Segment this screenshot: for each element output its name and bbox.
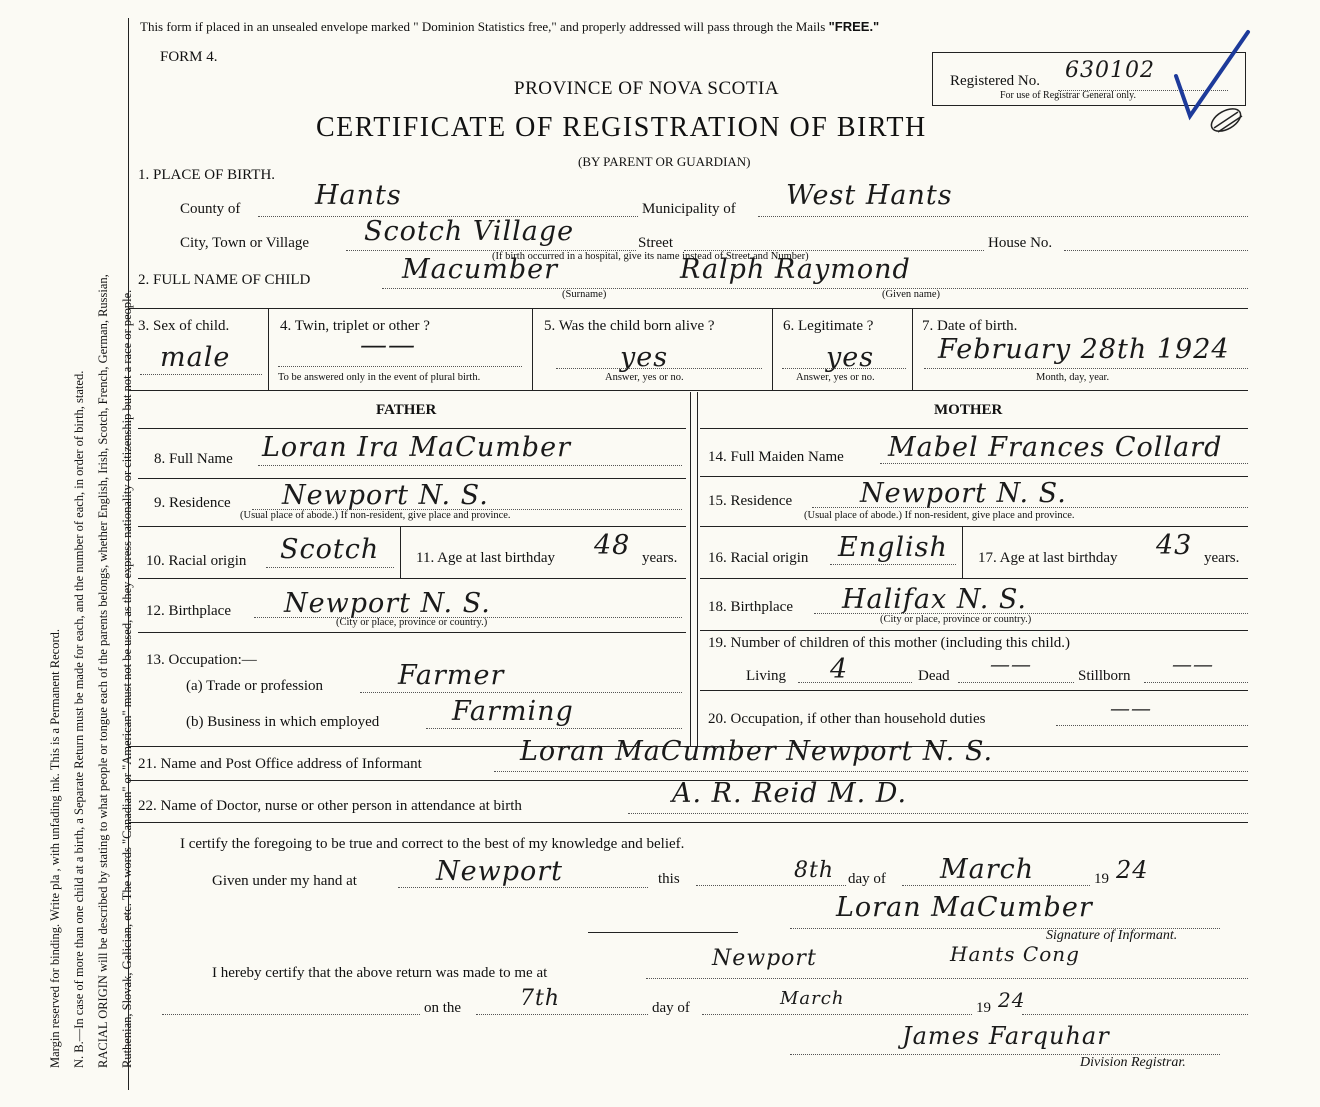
- mother-racial-label: 16. Racial origin: [708, 550, 809, 566]
- mother-heading: MOTHER: [934, 402, 1003, 418]
- registrar-signature: James Farquhar: [902, 1022, 1110, 1050]
- informant-value: Loran MaCumber Newport N. S.: [520, 736, 994, 767]
- city-value: Scotch Village: [364, 216, 575, 247]
- certify-statement: I certify the foregoing to be true and correct to the best of my knowledge and belief.: [180, 836, 685, 852]
- row3-bottom-line: [128, 390, 1248, 391]
- mother-racial-value: English: [838, 532, 948, 563]
- parent-divider-a: [690, 392, 691, 746]
- alive-caption: Answer, yes or no.: [605, 372, 684, 383]
- mother-residence-note: (Usual place of abode.) If non-resident, give place and province.: [804, 510, 1075, 521]
- mail-notice: [140, 19, 879, 35]
- registrar-note: For use of Registrar General only.: [1000, 90, 1136, 101]
- place-of-birth-label: 1. PLACE OF BIRTH.: [138, 167, 276, 183]
- certify-year-value: 24: [1116, 856, 1149, 884]
- child-surname: Macumber: [402, 254, 559, 285]
- mother-row14-line: [700, 476, 1248, 477]
- mother-row15-line: [700, 526, 1248, 527]
- father-trade-value: Farmer: [398, 660, 505, 691]
- mother-living-label: Living: [746, 668, 786, 684]
- doctor-line: [628, 813, 1248, 814]
- informant-signature-caption: Signature of Informant.: [1046, 928, 1178, 943]
- mother-residence-value: Newport N. S.: [860, 478, 1067, 509]
- registrar-blank-line: [162, 1014, 420, 1015]
- registrar-year-prefix: 19: [976, 1000, 991, 1016]
- mother-row16-line: [700, 578, 1248, 579]
- twin-label: 4. Twin, triplet or other ?: [280, 318, 430, 334]
- dob-label: 7. Date of birth.: [922, 318, 1018, 334]
- father-heading: FATHER: [376, 402, 437, 418]
- certify-day-value: 8th: [794, 858, 835, 883]
- mother-age-value: 43: [1156, 530, 1193, 561]
- dob-value: February 28th 1924: [938, 334, 1230, 365]
- alive-label: 5. Was the child born alive ?: [544, 318, 715, 334]
- doctor-value: A. R. Reid M. D.: [672, 778, 908, 809]
- hospital-note: (If birth occurred in a hospital, give its name instead of Street and Number): [492, 251, 809, 262]
- registrar-day-line: [476, 1014, 648, 1015]
- margin-nationality-note: Ruthenian, Slovak, Galician, etc. The words "Canadian" or "American" must not be used, as they express nationality or citizenship but not a race or people.: [120, 289, 134, 1068]
- father-birthplace-label: 12. Birthplace: [146, 603, 231, 619]
- father-trade-line: [360, 692, 682, 693]
- short-rule: [588, 932, 738, 933]
- sex-value: male: [160, 342, 231, 373]
- municipality-value: West Hants: [786, 180, 953, 211]
- this-label: this: [658, 871, 680, 887]
- surname-caption: (Surname): [562, 289, 607, 300]
- child-name-line: [382, 288, 1248, 289]
- registered-label: Registered No.: [950, 73, 1040, 89]
- divider-5-6: [772, 308, 773, 390]
- certify-month-line: [902, 885, 1090, 886]
- mother-occupation-value: ——: [1110, 696, 1152, 720]
- father-racial-value: Scotch: [280, 534, 380, 565]
- doctor-bottom-line: [128, 822, 1248, 823]
- registrar-year-value: 24: [998, 988, 1026, 1012]
- father-residence-label: 9. Residence: [154, 495, 231, 511]
- street-label: Street: [638, 235, 673, 251]
- mother-living-value: 4: [830, 654, 849, 685]
- registrar-day-value: 7th: [520, 986, 561, 1011]
- house-label: House No.: [988, 235, 1053, 251]
- certify-month-value: March: [940, 854, 1035, 885]
- row3-top-line: [128, 308, 1248, 309]
- legitimate-caption: Answer, yes or no.: [796, 372, 875, 383]
- alive-value: yes: [620, 342, 669, 373]
- given-place-value: Newport: [436, 856, 564, 887]
- dob-caption: Month, day, year.: [1036, 372, 1110, 383]
- mother-stillborn-label: Stillborn: [1078, 668, 1131, 684]
- legitimate-label: 6. Legitimate ?: [783, 318, 874, 334]
- county-value: Hants: [315, 180, 402, 211]
- mother-row19-line: [700, 690, 1248, 691]
- father-row9-line: [138, 526, 686, 527]
- margin-multiple-births-note: N. B.—In case of more than one child at a birth, a Separate Return must be made for each, and the number of each, in order of birth, stated.: [72, 370, 86, 1068]
- father-business-label: (b) Business in which employed: [186, 714, 380, 730]
- registrar-signature-caption: Division Registrar.: [1080, 1055, 1186, 1070]
- margin-binding-note: Margin reserved for binding. Write pla , with unfading ink. This is a Permanent Record.: [48, 629, 62, 1068]
- given-under-label: Given under my hand at: [212, 873, 357, 889]
- sex-line: [140, 374, 262, 375]
- father-trade-label: (a) Trade or profession: [186, 678, 324, 694]
- municipality-label: Municipality of: [642, 201, 736, 217]
- mother-row18-line: [700, 630, 1248, 631]
- informant-line: [494, 771, 1248, 772]
- mail-notice-text: This form if placed in an unsealed envelope marked " Dominion Statistics free," and properly addressed will pass through the Mails: [140, 19, 829, 34]
- province-heading: PROVINCE OF NOVA SCOTIA: [514, 78, 780, 99]
- father-occupation-label: 13. Occupation:—: [146, 652, 257, 668]
- city-label: City, Town or Village: [180, 235, 310, 251]
- mother-age-label: 17. Age at last birthday: [978, 550, 1118, 566]
- mother-residence-label: 15. Residence: [708, 493, 793, 509]
- municipality-line: [758, 216, 1248, 217]
- page-title: CERTIFICATE OF REGISTRATION OF BIRTH: [316, 112, 927, 143]
- registrar-month-value: March: [780, 988, 845, 1009]
- certify-day-of-label: day of: [848, 871, 886, 887]
- mother-living-line: [798, 682, 912, 683]
- father-residence-note: (Usual place of abode.) If non-resident, give place and province.: [240, 510, 511, 521]
- child-name-label: 2. FULL NAME OF CHILD: [138, 272, 311, 288]
- father-name-value: Loran Ira MaCumber: [262, 432, 571, 463]
- father-row12-line: [138, 632, 686, 633]
- father-birthplace-note: (City or place, province or country.): [336, 617, 488, 628]
- registrar-county-value: Hants Cong: [950, 942, 1080, 966]
- divider-4-5: [532, 308, 533, 390]
- margin-racial-origin-note: RACIAL ORIGIN will be described by stating to what people or tongue each of the parents belongs, whether English, Irish, Scotch, French, German, Russian,: [96, 274, 110, 1068]
- registrar-month-line: [702, 1014, 972, 1015]
- mother-name-value: Mabel Frances Collard: [888, 432, 1223, 463]
- informant-label: 21. Name and Post Office address of Informant: [138, 756, 422, 772]
- father-age-label: 11. Age at last birthday: [416, 550, 555, 566]
- mother-birthplace-value: Halifax N. S.: [842, 584, 1027, 615]
- mother-stillborn-value: ——: [1172, 652, 1214, 676]
- sex-label: 3. Sex of child.: [138, 318, 230, 334]
- father-racial-line: [266, 567, 394, 568]
- father-name-label: 8. Full Name: [154, 451, 233, 467]
- father-heading-line: [138, 428, 686, 429]
- mother-occupation-line: [1056, 725, 1248, 726]
- mother-name-label: 14. Full Maiden Name: [708, 449, 844, 465]
- form-number: FORM 4.: [160, 49, 218, 65]
- mother-occupation-label: 20. Occupation, if other than household duties: [708, 711, 986, 727]
- mother-heading-line: [700, 428, 1248, 429]
- certify-year-prefix: 19: [1094, 871, 1109, 887]
- registrar-place-line: [646, 978, 1248, 979]
- mail-notice-free: "FREE.": [828, 19, 880, 34]
- mother-dead-line: [958, 682, 1074, 683]
- legitimate-value: yes: [826, 342, 875, 373]
- mother-dead-label: Dead: [918, 668, 950, 684]
- father-birthplace-value: Newport N. S.: [284, 588, 491, 619]
- mother-children-label: 19. Number of children of this mother (including this child.): [708, 635, 1071, 651]
- mother-birthplace-label: 18. Birthplace: [708, 599, 793, 615]
- mother-stillborn-line: [1144, 682, 1248, 683]
- father-residence-value: Newport N. S.: [282, 480, 489, 511]
- outer-left-border: [128, 18, 129, 1090]
- registrar-place-value: Newport: [712, 946, 817, 971]
- father-business-value: Farming: [452, 696, 574, 727]
- dob-line: [924, 368, 1248, 369]
- father-business-line: [426, 728, 682, 729]
- registrar-on-the-label: on the: [424, 1000, 462, 1016]
- parent-divider-b: [697, 392, 698, 746]
- father-row10-line: [138, 578, 686, 579]
- mother-birthplace-note: (City or place, province or country.): [880, 614, 1032, 625]
- certify-day-line: [696, 885, 846, 886]
- father-racial-label: 10. Racial origin: [146, 553, 247, 569]
- registrar-statement: I hereby certify that the above return was made to me at: [212, 965, 548, 981]
- father-row10-divider: [400, 526, 401, 578]
- father-name-line: [258, 465, 682, 466]
- mother-age-unit: years.: [1204, 550, 1240, 566]
- mother-dead-value: ——: [990, 652, 1032, 676]
- father-age-unit: years.: [642, 550, 678, 566]
- registrar-year-line: [1022, 1014, 1248, 1015]
- county-label: County of: [180, 201, 241, 217]
- mother-row16-divider: [962, 526, 963, 578]
- divider-3-4: [268, 308, 269, 390]
- twin-value: ——: [360, 330, 416, 361]
- given-place-line: [398, 887, 648, 888]
- divider-6-7: [912, 308, 913, 390]
- page-subtitle: (BY PARENT OR GUARDIAN): [578, 154, 751, 169]
- registered-number: 630102: [1065, 58, 1155, 83]
- mother-racial-line: [830, 564, 956, 565]
- mother-name-line: [880, 463, 1248, 464]
- house-line: [1064, 250, 1248, 251]
- father-age-value: 48: [594, 530, 631, 561]
- child-given-name: Ralph Raymond: [680, 254, 911, 285]
- registrar-day-of-label: day of: [652, 1000, 690, 1016]
- father-row8-line: [138, 478, 686, 479]
- checkmark-icon: [1168, 24, 1258, 144]
- given-name-caption: (Given name): [882, 289, 941, 300]
- twin-note: To be answered only in the event of plural birth.: [278, 372, 481, 383]
- informant-signature: Loran MaCumber: [836, 892, 1093, 923]
- twin-line: [278, 366, 522, 367]
- doctor-label: 22. Name of Doctor, nurse or other person in attendance at birth: [138, 798, 522, 814]
